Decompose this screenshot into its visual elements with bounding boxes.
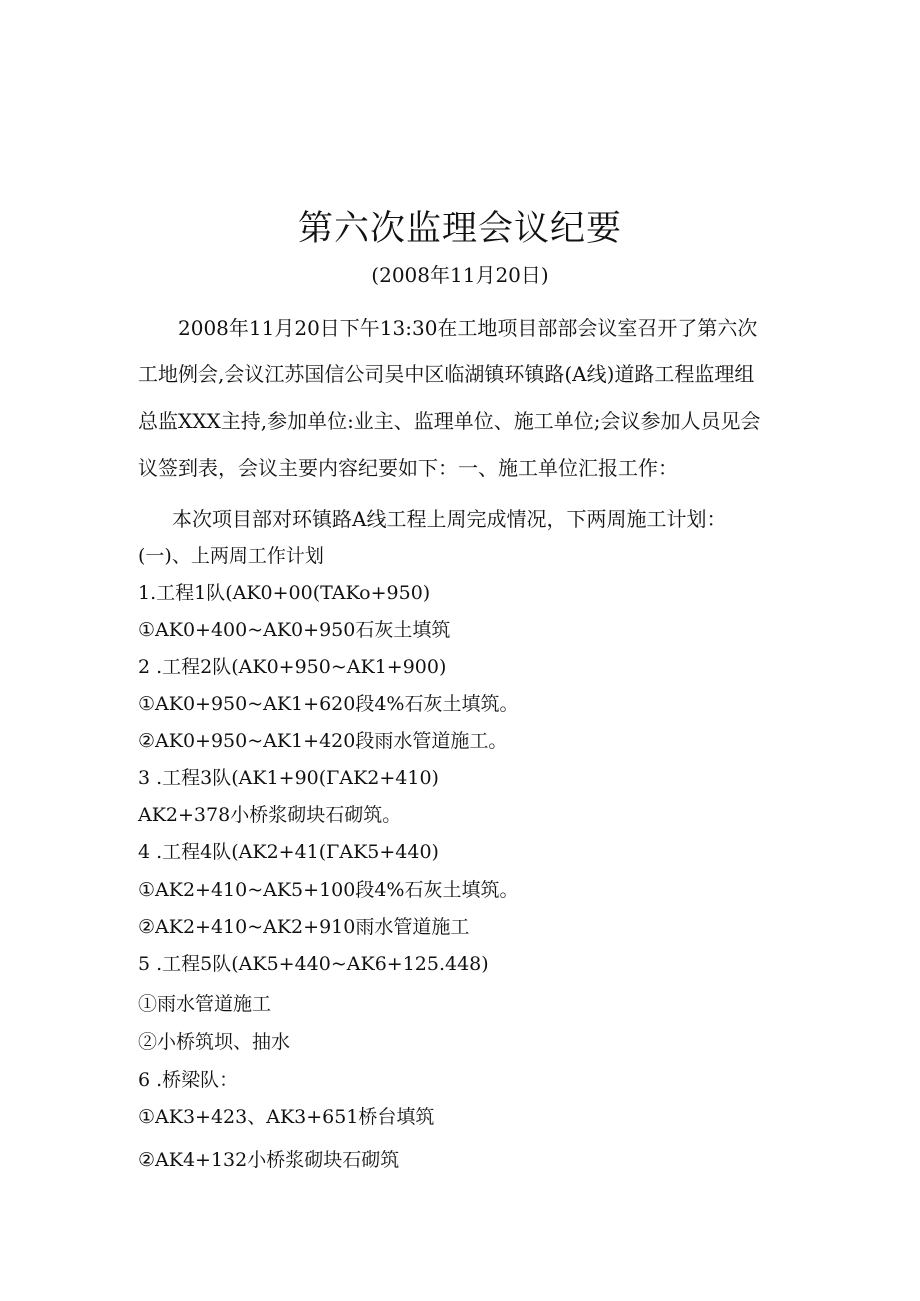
item-line: (一)、上两周工作计划 — [138, 545, 324, 567]
item-line: ②小桥筑坝、抽水 — [138, 1031, 291, 1053]
item-line: ②AK0+950~AK1+420段雨水管道施工。 — [138, 730, 508, 752]
intro-line-1: 2008年11月20日下午13:30在工地项目部部会议室召开了第六次 — [178, 316, 758, 340]
item-line: 1.工程1队(AK0+00(TAKo+950) — [138, 582, 431, 604]
item-line: 2 .工程2队(AK0+950~AK1+900) — [138, 656, 447, 678]
item-line: 5 .工程5队(AK5+440~AK6+125.448) — [138, 953, 489, 975]
intro-line-2: 工地例会,会议江苏国信公司吴中区临湖镇环镇路(A线)道路工程监理组 — [138, 362, 755, 386]
item-line: ①AK2+410~AK5+100段4%石灰土填筑。 — [138, 879, 519, 901]
intro-line-3: 总监XXX主持,参加单位:业主、监理单位、施工单位;会议参加人员见会 — [138, 409, 761, 433]
document-title: 第六次监理会议纪要 — [297, 209, 622, 249]
item-line: ②AK4+132小桥浆砌块石砌筑 — [138, 1149, 400, 1171]
item-line: 6 .桥梁队： — [138, 1069, 239, 1091]
item-line: ①AK3+423、AK3+651桥台填筑 — [138, 1106, 435, 1128]
item-line: AK2+378小桥浆砌块石砌筑。 — [138, 804, 402, 826]
item-line: ②AK2+410~AK2+910雨水管道施工 — [138, 916, 470, 938]
intro-line-4: 议签到表，会议主要内容纪要如下：一、施工单位汇报工作： — [138, 456, 678, 480]
item-line: ①AK0+400~AK0+950石灰土填筑 — [138, 619, 451, 641]
item-line: 4 .工程4队(AK2+41(ΓAK5+440) — [138, 841, 439, 863]
item-line: ①AK0+950~AK1+620段4%石灰土填筑。 — [138, 693, 519, 715]
meeting-date: (2008年11月20日) — [371, 263, 549, 287]
item-line: 3 .工程3队(AK1+90(ΓAK2+410) — [138, 767, 439, 789]
summary-line: 本次项目部对环镇路A线工程上周完成情况，下两周施工计划： — [172, 507, 727, 531]
item-line: ①雨水管道施工 — [138, 993, 272, 1015]
